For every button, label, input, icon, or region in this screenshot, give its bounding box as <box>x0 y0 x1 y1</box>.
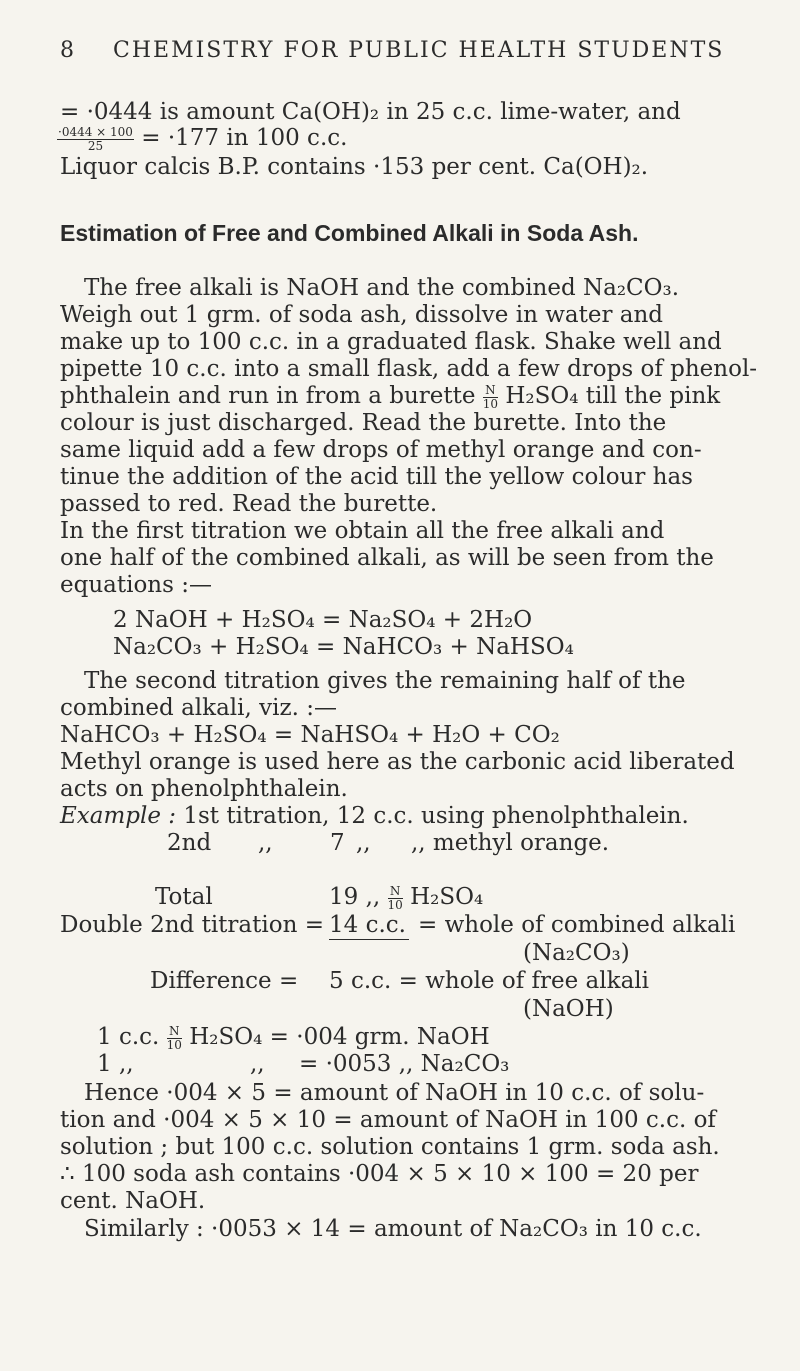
double-value: 14 c.c. <box>329 912 406 938</box>
difference-label: Difference = <box>150 968 299 994</box>
para1-line-6: colour is just discharged. Read the burette. Into the <box>60 410 667 436</box>
conversion-2-a: 1 ,, <box>97 1051 134 1077</box>
total-reagent: H₂SO₄ <box>410 884 484 910</box>
equation-3: NaHCO₃ + H₂SO₄ = NaHSO₄ + H₂O + CO₂ <box>60 722 560 748</box>
conclusion-line-2: tion and ·004 × 5 × 10 = amount of NaOH in 100 c.c. of <box>60 1107 716 1133</box>
equation-1: 2 NaOH + H₂SO₄ = Na₂SO₄ + 2H₂O <box>113 607 533 633</box>
para1-line-5-a: phthalein and run in from a burette <box>60 383 476 409</box>
total-value: 19 ,, <box>329 884 381 910</box>
equation-2: Na₂CO₃ + H₂SO₄ = NaHCO₃ + NaHSO₄ <box>113 634 574 660</box>
n10-denominator: 10 <box>387 897 403 912</box>
para1-line-2: Weigh out 1 grm. of soda ash, dissolve in water and <box>60 302 663 328</box>
example-line-1 <box>60 802 689 830</box>
underline-14cc <box>329 939 409 940</box>
conclusion-line-4: ∴ 100 soda ash contains ·004 × 5 × 10 × 100 = 20 per <box>60 1161 699 1187</box>
conclusion-line-6: Similarly : ·0053 × 14 = amount of Na₂CO₃ in 10 c.c. <box>84 1216 702 1242</box>
top-line-2 <box>57 124 347 153</box>
difference-formula: (NaOH) <box>523 996 614 1022</box>
para1-line-1: The free alkali is NaOH and the combined Na₂CO₃. <box>84 275 680 301</box>
example-line-2d: ,, <box>356 830 371 856</box>
n10-numerator: N <box>483 384 498 398</box>
example-first-titration: 1st titration, 12 c.c. using phenolphthalein. <box>183 803 689 829</box>
top-line-3: Liquor calcis B.P. contains ·153 per cent. Ca(OH)₂. <box>60 154 649 180</box>
n10-numerator: N <box>388 885 403 899</box>
fraction-denominator: 25 <box>87 138 104 153</box>
double-formula: (Na₂CO₃) <box>523 940 630 966</box>
para1-line-8: tinue the addition of the acid till the yellow colour has <box>60 464 693 490</box>
conversion-line-1 <box>97 1023 490 1052</box>
conclusion-line-5: cent. NaOH. <box>60 1188 206 1214</box>
example-label: Example : <box>60 803 177 829</box>
fraction-n10-conv <box>167 1025 182 1052</box>
conversion-2-c: = ·0053 ,, Na₂CO₃ <box>299 1051 510 1077</box>
para4-line-1: Methyl orange is used here as the carbonic acid liberated <box>60 749 735 775</box>
conversion-1-a: 1 c.c. <box>97 1024 160 1050</box>
fraction-n10-total <box>388 885 403 912</box>
fraction-numerator: ·0444 × 100 <box>58 124 133 139</box>
n10-numerator: N <box>167 1025 182 1039</box>
para3-line-2: combined alkali, viz. :— <box>60 695 337 721</box>
total-line <box>329 883 483 912</box>
top-line-2-rest: = ·177 in 100 c.c. <box>141 125 348 151</box>
n10-denominator: 10 <box>482 396 499 411</box>
para1-line-3: make up to 100 c.c. in a graduated flask. Shake well and <box>60 329 722 355</box>
section-heading: Estimation of Free and Combined Alkali in Soda Ash. <box>60 220 639 246</box>
total-label: Total <box>155 884 213 910</box>
para3-line-1: The second titration gives the remaining half of the <box>84 668 686 694</box>
example-line-2a: 2nd <box>167 830 212 856</box>
conversion-1-b: H₂SO₄ = ·004 grm. NaOH <box>189 1024 490 1050</box>
para1-line-9: passed to red. Read the burette. <box>60 491 438 517</box>
para1-line-5 <box>60 382 720 411</box>
para2-line-3: equations :— <box>60 572 212 598</box>
difference-value: 5 c.c. = whole of free alkali <box>329 968 649 994</box>
example-line-2e: ,, methyl orange. <box>411 830 610 856</box>
double-rest: = whole of combined alkali <box>418 912 736 938</box>
para1-line-4: pipette 10 c.c. into a small flask, add a few drops of phenol- <box>60 356 758 382</box>
n10-denominator: 10 <box>166 1037 182 1052</box>
para1-line-7: same liquid add a few drops of methyl orange and con- <box>60 437 702 463</box>
para4-line-2: acts on phenolphthalein. <box>60 776 348 802</box>
fraction-0444 <box>57 126 134 153</box>
running-title: CHEMISTRY FOR PUBLIC HEALTH STUDENTS <box>113 38 725 63</box>
page-number: 8 <box>60 38 74 63</box>
double-label: Double 2nd titration = <box>60 912 324 938</box>
conclusion-line-1: Hence ·004 × 5 = amount of NaOH in 10 c.c. of solu- <box>84 1080 705 1106</box>
conversion-2-b: ,, <box>250 1051 265 1077</box>
para2-line-2: one half of the combined alkali, as will be seen from the <box>60 545 714 571</box>
example-line-2b: ,, <box>258 830 273 856</box>
conclusion-line-3: solution ; but 100 c.c. solution contains 1 grm. soda ash. <box>60 1134 720 1160</box>
example-line-2c: 7 <box>330 830 345 856</box>
top-line-1: = ·0444 is amount Ca(OH)₂ in 25 c.c. lime-water, and <box>60 99 681 125</box>
para2-line-1: In the first titration we obtain all the free alkali and <box>60 518 665 544</box>
para1-line-5-b: H₂SO₄ till the pink <box>505 383 721 409</box>
fraction-n10 <box>483 384 498 411</box>
